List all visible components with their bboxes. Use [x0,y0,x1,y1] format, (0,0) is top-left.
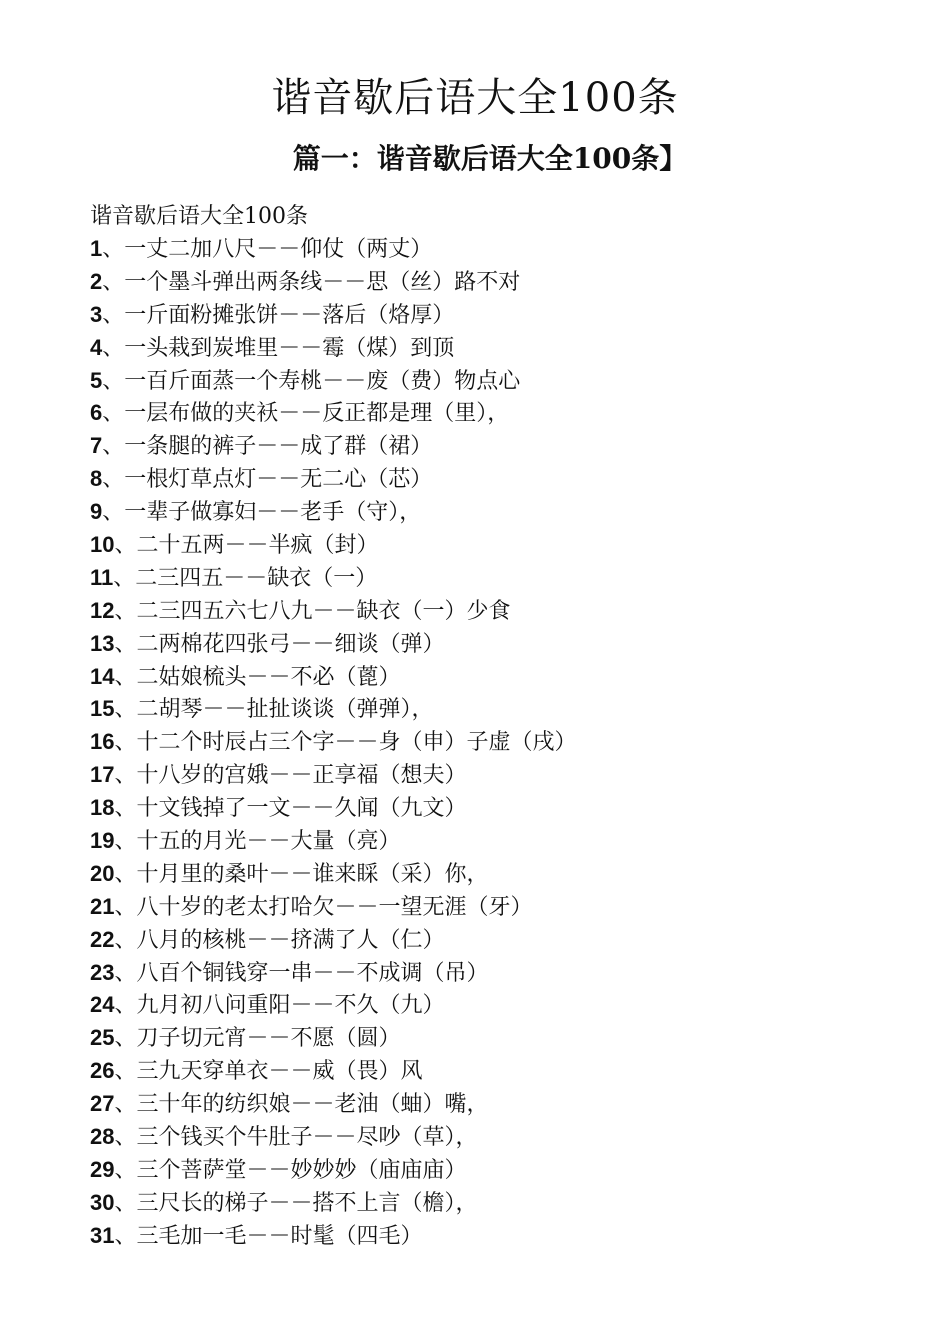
list-item [90,496,910,529]
list-item [90,430,910,463]
item-number: 29 [90,1156,115,1182]
item-number: 11 [90,564,114,590]
item-number: 25 [90,1025,115,1051]
list-item [90,628,910,661]
list-item [90,858,910,891]
item-number: 30 [90,1189,115,1215]
item-number: 4 [90,334,103,360]
list-item [90,759,910,792]
intro-line: 谐音歇后语大全100条 [90,204,308,229]
item-text: 、一条腿的裤子－－成了群（裙） [102,434,433,460]
item-text: 、刀子切元宵－－不愿（圆） [114,1026,401,1052]
item-text: 、一辈子做寡妇－－老手（守）， [102,500,422,526]
item-text: 、三个钱买个牛肚子－－尽吵（草）， [114,1125,478,1151]
list-item [90,1022,910,1055]
item-number: 28 [90,1124,115,1150]
item-text: 、三毛加一毛－－时髦（四毛） [114,1223,423,1249]
item-text: 、八月的核桃－－挤满了人（仁） [114,927,445,953]
list-item [90,726,910,759]
item-text: 、九月初八问重阳－－不久（九） [114,993,445,1019]
item-number: 27 [90,1091,115,1117]
document-title: 谐音歇后语大全100条 [271,75,679,121]
item-number: 22 [90,926,115,952]
item-text: 、三尺长的梯子－－搭不上言（檐）， [114,1190,478,1216]
list-item [90,693,910,726]
item-number: 21 [90,893,115,919]
list-item [90,562,910,595]
proverb-list [90,233,910,1253]
list-item [90,1220,910,1253]
item-text: 、二三四五六七八九－－缺衣（一）少食 [114,598,511,624]
list-item [90,529,910,562]
item-number: 23 [90,959,115,985]
item-text: 、二两棉花四张弓－－细谈（弹） [114,631,445,657]
list-item [90,825,910,858]
list-item [90,365,910,398]
item-text: 、十月里的桑叶－－谁来睬（采）你， [114,861,489,887]
item-number: 2 [90,268,103,294]
item-text: 、三十年的纺织娘－－老油（蚰）嘴， [114,1092,489,1118]
item-number: 20 [90,860,115,886]
item-text: 、一个墨斗弹出两条线－－思（丝）路不对 [102,269,521,295]
item-number: 13 [90,630,115,656]
list-item [90,463,910,496]
list-item [90,266,910,299]
item-text: 、十八岁的宫娥－－正享福（想夫） [114,763,467,789]
list-item [90,233,910,266]
item-text: 、一层布做的夹袄－－反正都是理（里）， [102,401,510,427]
item-text: 、三九天穿单衣－－威（畏）风 [114,1059,423,1085]
list-item [90,332,910,365]
list-item [90,299,910,332]
item-text: 、十文钱掉了一文－－久闻（九文） [114,796,467,822]
document-subtitle: 篇一：谐音歇后语大全100条】 [292,142,688,175]
item-text: 、八十岁的老太打哈欠－－一望无涯（牙） [114,894,533,920]
item-text: 、一百斤面蒸一个寿桃－－废（费）物点心 [102,368,521,394]
list-item [90,957,910,990]
item-number: 18 [90,795,115,821]
list-item [90,792,910,825]
list-item [90,1055,910,1088]
item-number: 19 [90,828,115,854]
list-item [90,1121,910,1154]
item-text: 、三个菩萨堂－－妙妙妙（庙庙庙） [114,1157,467,1183]
item-text: 、一根灯草点灯－－无二心（芯） [102,467,433,493]
item-number: 8 [90,466,103,492]
item-text: 、二十五两－－半疯（封） [114,533,379,559]
item-number: 31 [90,1222,115,1248]
item-number: 12 [90,597,115,623]
item-number: 3 [90,301,103,327]
list-item [90,1187,910,1220]
item-text: 、十五的月光－－大量（亮） [114,829,401,855]
item-number: 26 [90,1058,115,1084]
item-text: 、二姑娘梳头－－不必（蓖） [114,664,401,690]
item-number: 9 [90,499,103,525]
item-text: 、一斤面粉摊张饼－－落后（烙厚） [102,302,455,328]
item-text: 、一头栽到炭堆里－－霉（煤）到顶 [102,335,455,361]
item-number: 5 [90,367,103,393]
item-text: 、二三四五－－缺衣（一） [113,565,378,591]
list-item [90,595,910,628]
item-number: 17 [90,762,115,788]
list-item [90,1154,910,1187]
item-text: 、二胡琴－－扯扯谈谈（弹弹）， [114,697,434,723]
item-number: 24 [90,992,115,1018]
list-item [90,1088,910,1121]
item-number: 16 [90,729,115,755]
item-text: 、一丈二加八尺－－仰仗（两丈） [102,237,433,262]
item-number: 15 [90,696,115,722]
list-item [90,924,910,957]
item-number: 7 [90,433,103,459]
list-item [90,661,910,694]
item-number: 1 [90,236,103,261]
item-number: 6 [90,400,103,426]
item-text: 、八百个铜钱穿一串－－不成调（吊） [114,960,489,986]
item-number: 10 [90,532,115,558]
item-number: 14 [90,663,115,689]
list-item [90,891,910,924]
list-item [90,397,910,430]
document-body [90,200,910,1253]
item-text: 、十二个时辰占三个字－－身（申）子虚（戌） [114,730,577,756]
list-item [90,989,910,1022]
